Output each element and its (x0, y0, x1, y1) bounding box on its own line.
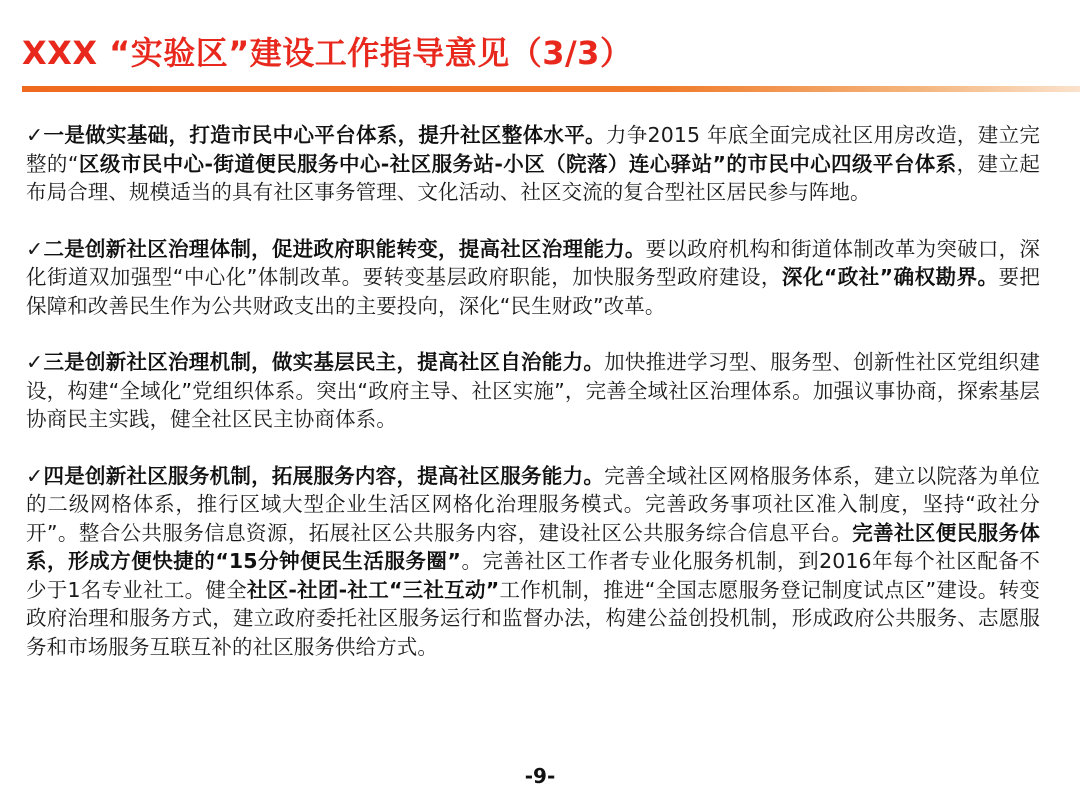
paragraph-1: ✓一是做实基础，打造市民中心平台体系，提升社区整体水平。力争2015 年底全面完成社区用房改造，建立完整的“区级市民中心-街道便民服务中心-社区服务站-小区（院落）连心驿站”的市民中心四级平台体系，建立起布局合理、规模适当的具有社区事务管理、文化活动、社区交流的复合型社区居民参与阵地。 (26, 123, 1041, 204)
paragraph-2-heading: 二是创新社区治理体制，促进政府职能转变，提高社区治理能力。 (43, 236, 646, 261)
paragraph-4-heading: 四是创新社区服务机制，拓展服务内容，提高社区服务能力。 (43, 463, 605, 488)
paragraph-3: ✓三是创新社区治理机制，做实基层民主，提高社区自治能力。加快推进学习型、服务型、创新性社区党组织建设，构建“全域化”党组织体系。突出“政府主导、社区实施”，完善全域社区治理体系。加强议事协商，探索基层协商民主实践，健全社区民主协商体系。 (26, 350, 1041, 431)
page-number: -9- (524, 764, 556, 788)
check-icon: ✓ (26, 463, 44, 488)
check-icon: ✓ (26, 123, 44, 147)
paragraph-4: ✓四是创新社区服务机制，拓展服务内容，提高社区服务能力。完善全域社区网格服务体系，建立以院落为单位的二级网格体系，推行区域大型企业生活区网格化治理服务模式。完善政务事项社区准入制度，坚持“政社分开”。整合公共服务信息资源，拓展社区公共服务内容，建设社区公共服务综合信息平台。完善社区便民服务体系，形成方便快捷的“15分钟便民生活服务圈”。完善社区工作者专业化服务机制，到2016年每个社区配备不少于1名专业社工。健全社区-社团-社工“三社互动”工作机制，推进“全国志愿服务登记制度试点区”建设。转变政府治理和服务方式，建立政府委托社区服务运行和监督办法，构建公益创投机制，形成政府公共服务、志愿服务和市场服务互联互补的社区服务供给方式。 (26, 463, 1041, 659)
check-icon: ✓ (26, 236, 44, 261)
paragraph-2: ✓二是创新社区治理体制，促进政府职能转变，提高社区治理能力。要以政府机构和街道体制改革为突破口，深化街道双加强型“中心化”体制改革。要转变基层政府职能，加快服务型政府建设，深化“政社”确权勘界。要把保障和改善民生作为公共财政支出的主要投向，深化“民生财政”改革。 (26, 236, 1041, 318)
check-icon: ✓ (26, 350, 44, 374)
paragraph-1-heading: 一是做实基础，打造市民中心平台体系，提升社区整体水平。 (43, 123, 606, 147)
content-body (26, 121, 1040, 689)
page-title: XXX “实验区”建设工作指导意见（3/3） (22, 34, 633, 72)
paragraph-3-heading: 三是创新社区治理机制，做实基层民主，提高社区自治能力。 (43, 350, 605, 374)
title-divider (22, 86, 1080, 92)
